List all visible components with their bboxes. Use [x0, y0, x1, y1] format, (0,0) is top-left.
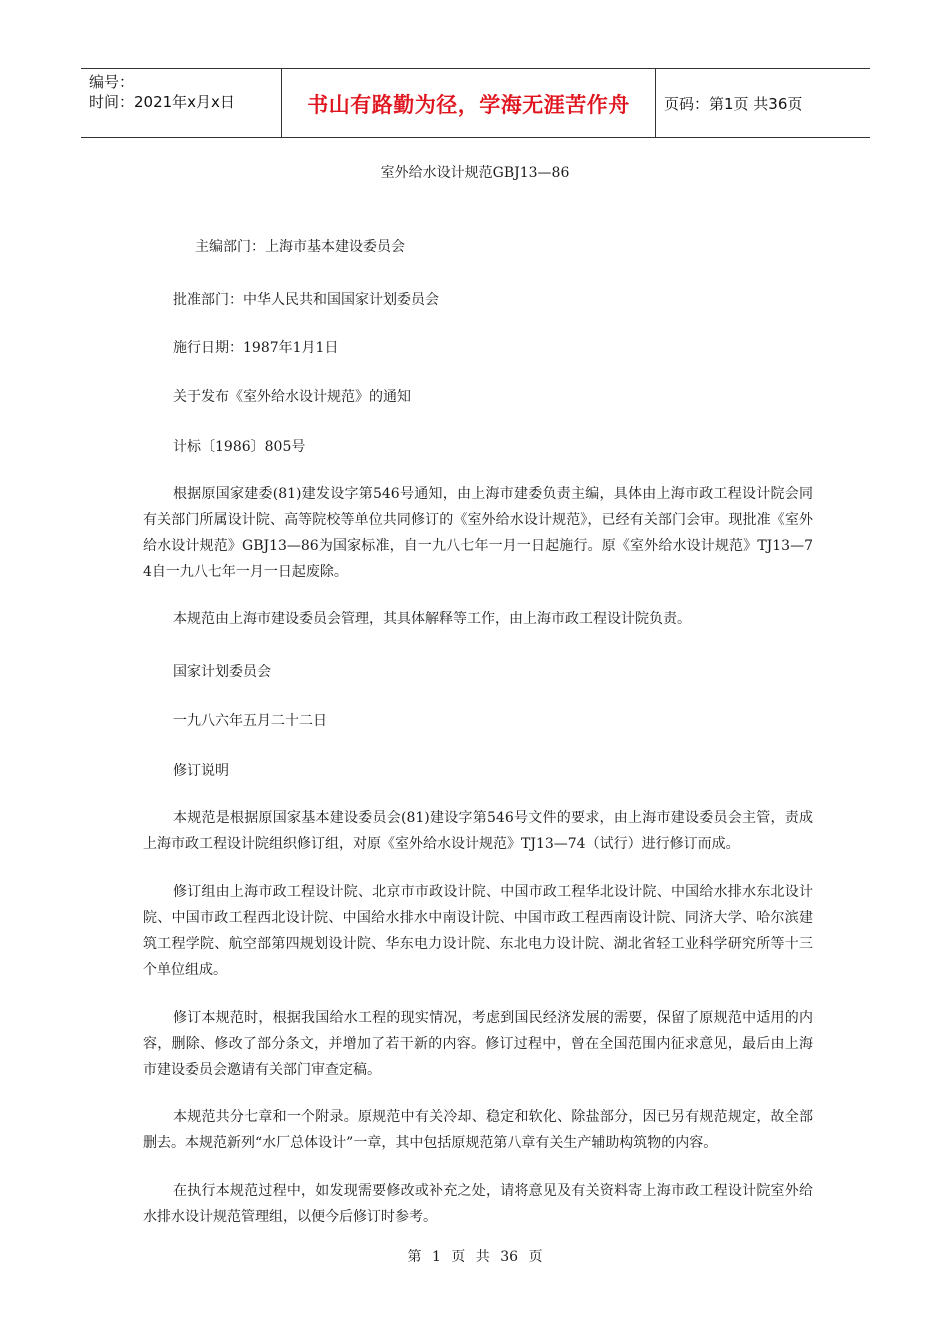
- notice-title: 关于发布《室外给水设计规范》的通知: [173, 389, 411, 405]
- page-info: 页码：第1页 共36页: [664, 94, 803, 113]
- paragraph-revision-group: 修订组由上海市政工程设计院、北京市市政设计院、中国市政工程华北设计院、中国给水排水东北设计院、中国市政工程西北设计院、中国给水排水中南设计院、中国市政工程西南设计院、同济大学、哈尔滨建筑工程学院、航空部第四规划设计院、华东电力设计院、东北电力设计院、湖北省轻工业科学研究所等十三个单位组成。: [143, 884, 813, 978]
- header-meta-cell: [81, 69, 282, 137]
- motto-text: 书山有路勤为径，学海无涯苦作舟: [307, 93, 630, 117]
- page-header: [81, 68, 870, 138]
- doc-time-label: 时间：2021年x月x日: [89, 93, 235, 111]
- paragraph-approval: 根据原国家建委(81)建发设字第546号通知，由上海市建委负责主编，具体由上海市政工程设计院会同有关部门所属设计院、高等院校等单位共同修订的《室外给水设计规范》，已经有关部门会审。现批准《室外给水设计规范》GBJ13—86为国家标准，自一九八七年一月一日起施行。原《室外给水设计规范》TJ13—74自一九八七年一月一日起废除。: [143, 486, 813, 580]
- approval-dept: 批准部门：中华人民共和国国家计划委员会: [173, 292, 439, 308]
- header-page-cell: [656, 69, 870, 137]
- document-title: 室外给水设计规范GBJ13—86: [380, 165, 570, 181]
- doc-number-label: 编号：: [89, 73, 135, 91]
- header-motto-cell: [282, 69, 656, 137]
- editor-dept: 主编部门：上海市基本建设委员会: [195, 239, 405, 255]
- paragraph-structure: 本规范共分七章和一个附录。原规范中有关冷却、稳定和软化、除盐部分，因已另有规范规定，故全部删去。本规范新列“水厂总体设计”一章，其中包括原规范第八章有关生产辅助构筑物的内容。: [143, 1109, 813, 1151]
- signatory: 国家计划委员会: [173, 664, 271, 680]
- revision-heading: 修订说明: [173, 763, 229, 779]
- effective-date: 施行日期：1987年1月1日: [173, 340, 339, 356]
- paragraph-revision-process: 修订本规范时，根据我国给水工程的现实情况，考虑到国民经济发展的需要，保留了原规范中适用的内容，删除、修改了部分条文，并增加了若干新的内容。修订过程中，曾在全国范围内征求意见，最后由上海市建设委员会邀请有关部门审查定稿。: [143, 1010, 813, 1078]
- page-footer: 第 1 页 共 36 页: [407, 1249, 543, 1265]
- paragraph-management: 本规范由上海市建设委员会管理，其具体解释等工作，由上海市政工程设计院负责。: [173, 611, 691, 627]
- paragraph-feedback: 在执行本规范过程中，如发现需要修改或补充之处，请将意见及有关资料寄上海市政工程设计院室外给水排水设计规范管理组，以便今后修订时参考。: [143, 1183, 813, 1225]
- doc-number: 计标〔1986〕805号: [173, 439, 306, 455]
- paragraph-revision-basis: 本规范是根据原国家基本建设委员会(81)建设字第546号文件的要求，由上海市建设委员会主管，责成上海市政工程设计院组织修订组，对原《室外给水设计规范》TJ13—74（试行）进行修订而成。: [143, 810, 813, 852]
- sign-date: 一九八六年五月二十二日: [173, 713, 327, 729]
